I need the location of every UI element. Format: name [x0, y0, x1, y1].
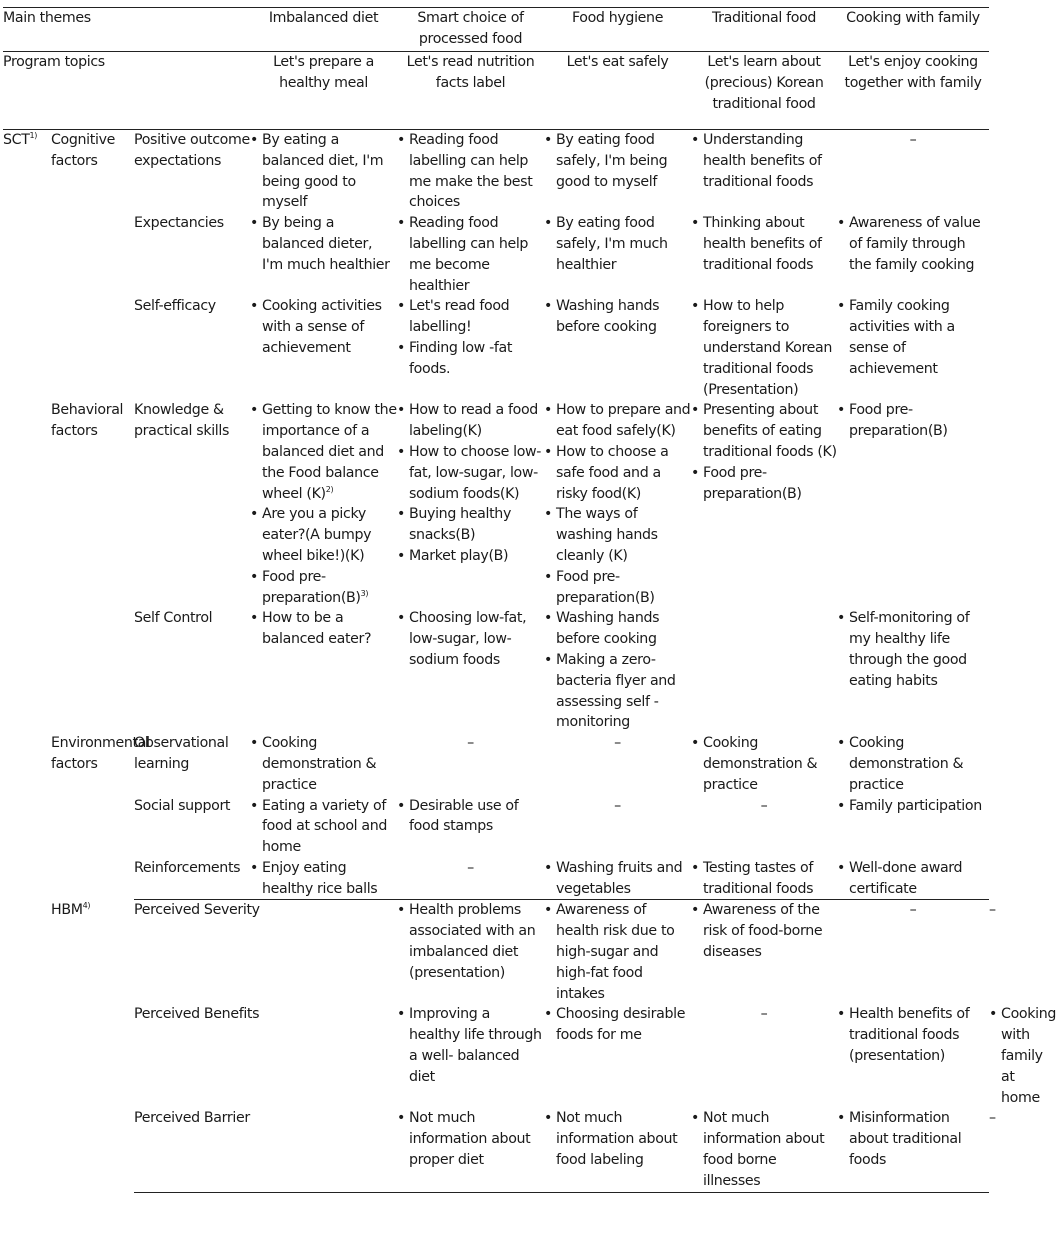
list-item: • How to prepare and eat food safely(K) [544, 400, 691, 442]
list-item: • Cooking demonstration & practice [691, 733, 837, 795]
reinforcements-c2-empty: – [397, 858, 544, 900]
severity-c2 [544, 900, 691, 1004]
program-table [3, 7, 1056, 1193]
theme-smart-choice: Smart choice of processed food [397, 8, 544, 52]
sct-footnote-mark: 1) [29, 131, 38, 140]
row-perceived-severity: HBM$^{4)}$ Perceived Severity • Health problems associated with an imbalanced diet (presentation) • Awareness of health risk due to high-sugar and high-fat food intakes • Awareness of the risk of food-borne diseases – – [3, 900, 989, 1004]
list-item: • Cooking activities with a sense of achievement [250, 296, 397, 358]
list-item: • Food pre-preparation(B) [691, 463, 837, 505]
behavioral-factors-label: Behavioral factors [51, 402, 124, 440]
k-footnote-mark: 2) [325, 484, 334, 494]
sct-cell [3, 130, 51, 1193]
selfefficacy-c5 [837, 296, 989, 379]
list-item: • Let's read food labelling! [397, 296, 544, 338]
severity-c3 [691, 900, 837, 962]
knowledge-skills-label: Knowledge & practical skills [134, 402, 230, 440]
observational-c3-empty: – [614, 735, 621, 752]
positive-c1 [250, 130, 397, 213]
row-reinforcements [3, 858, 989, 900]
hbm-cell [51, 900, 134, 1192]
knowledge-c2 [397, 400, 544, 566]
list-item: • Testing tastes of traditional foods [691, 858, 837, 900]
barrier-c4 [837, 1108, 989, 1170]
reinforcements-c4 [691, 858, 837, 900]
expectancies-c2 [397, 213, 544, 296]
theme-imbalanced-diet: Imbalanced diet [250, 8, 397, 52]
list-item: • Making a zero-bacteria flyer and assessing self -monitoring [544, 650, 691, 733]
list-item: • Health problems associated with an imbalanced diet (presentation) [397, 900, 544, 983]
observational-c5 [837, 733, 989, 795]
list-item: • Washing hands before cooking [544, 608, 691, 650]
theme-food-hygiene: Food hygiene [544, 8, 691, 52]
list-item: • By eating food safely, I'm much healthier [544, 213, 691, 275]
list-item: • Not much information about food borne illnesses [691, 1108, 837, 1191]
selfcontrol-c1 [250, 608, 397, 650]
main-themes-label: Main themes [3, 8, 250, 52]
list-item: • The ways of washing hands cleanly (K) [544, 504, 691, 566]
list-item: • By being a balanced dieter, I'm much healthier [250, 213, 397, 275]
benefits-c1 [397, 1004, 544, 1087]
self-efficacy-label: Self-efficacy [134, 298, 216, 315]
topic-5: Let's enjoy cooking together with family [837, 52, 989, 130]
benefits-c3-empty: – [760, 1006, 768, 1023]
list-item: • Understanding health benefits of traditional foods [691, 130, 837, 192]
list-item: • Family participation [837, 796, 989, 817]
positive-outcome-label: Positive outcome expectations [134, 132, 250, 169]
list-item: • Family cooking activities with a sense of achievement [837, 296, 989, 379]
list-item: • Awareness of health risk due to high-sugar and high-fat food intakes [544, 900, 691, 1004]
list-item: • Choosing desirable foods for me [544, 1004, 691, 1046]
list-item: • How to help foreigners to understand Korean traditional foods (Presentation) [691, 296, 837, 400]
row-expectancies [3, 213, 989, 296]
expectancies-c3 [544, 213, 691, 275]
b-footnote-mark: 3) [360, 588, 369, 598]
reinforcements-c3 [544, 858, 691, 900]
list-item: • Buying healthy snacks(B) [397, 504, 544, 546]
selfefficacy-c4 [691, 296, 837, 400]
list-item: • Choosing low-fat, low-sugar, low-sodium foods [397, 608, 544, 670]
header-row-topics [3, 52, 989, 130]
benefits-c4 [837, 1004, 989, 1066]
knowledge-c1-item-3: Food pre-preparation(B) [262, 568, 361, 606]
expectancies-label: Expectancies [134, 215, 224, 232]
list-item: • Washing hands before cooking [544, 296, 691, 338]
perceived-benefits-label: Perceived Benefits [134, 1006, 260, 1023]
expectancies-c5 [837, 213, 989, 275]
barrier-c3 [691, 1108, 837, 1191]
self-control-label: Self Control [134, 610, 213, 627]
header-row-themes [3, 8, 989, 52]
list-item: • Not much information about food labeling [544, 1108, 691, 1170]
theme-traditional-food: Traditional food [691, 8, 837, 52]
row-perceived-benefits [3, 1004, 989, 1108]
selfcontrol-c2 [397, 608, 544, 670]
list-item: • Thinking about health benefits of traditional foods [691, 213, 837, 275]
social-c1 [250, 796, 397, 858]
list-item [250, 567, 397, 609]
row-positive-outcome [3, 130, 989, 214]
observational-c2-empty: – [467, 735, 474, 752]
row-knowledge-skills [3, 400, 989, 608]
topic-4: Let's learn about (precious) Korean traditional food [691, 52, 837, 130]
topic-2: Let's read nutrition facts label [397, 52, 544, 130]
social-c4-empty: – [760, 797, 768, 814]
list-item: • Health benefits of traditional foods (presentation) [837, 1004, 989, 1066]
selfefficacy-c3 [544, 296, 691, 338]
expectancies-c4 [691, 213, 837, 275]
knowledge-c5 [837, 400, 989, 442]
positive-c4 [691, 130, 837, 192]
hbm-label: HBM [51, 901, 83, 918]
list-item: • Eating a variety of food at school and home [250, 796, 397, 858]
program-topics-label: Program topics [3, 52, 250, 130]
benefits-c2 [544, 1004, 691, 1046]
barrier-c1 [397, 1108, 544, 1170]
list-item: • Market play(B) [397, 546, 544, 567]
list-item: • Finding low -fat foods. [397, 338, 544, 380]
list-item: • How to read a food labeling(K) [397, 400, 544, 442]
list-item: • Presenting about benefits of eating traditional foods (K) [691, 400, 837, 462]
expectancies-c1 [250, 213, 397, 275]
list-item: • Cooking with family at home [989, 1004, 1001, 1108]
topic-1: Let's prepare a healthy meal [250, 52, 397, 130]
selfefficacy-c2 [397, 296, 544, 379]
row-self-efficacy [3, 296, 989, 400]
social-c5 [837, 796, 989, 817]
positive-c3 [544, 130, 691, 192]
list-item: • How to be a balanced eater? [250, 608, 397, 650]
social-c2 [397, 796, 544, 838]
topic-3: Let's eat safely [544, 52, 691, 130]
list-item: • Reading food labelling can help me become healthier [397, 213, 544, 296]
positive-c2 [397, 130, 544, 213]
row-self-control [3, 608, 989, 733]
list-item: • Desirable use of food stamps [397, 796, 544, 838]
severity-c4-empty: – [909, 902, 917, 919]
list-item: • Not much information about proper diet [397, 1108, 544, 1170]
selfcontrol-c4-empty [691, 608, 837, 733]
knowledge-c1-item-1: Getting to know the importance of a balanced diet and the Food balance wheel (K) [262, 402, 397, 502]
row-observational [3, 733, 989, 795]
sct-label: SCT [3, 132, 30, 148]
list-item: • How to choose a safe food and a risky food(K) [544, 442, 691, 504]
list-item: • Self-monitoring of my healthy life through the good eating habits [837, 608, 989, 691]
knowledge-c3 [544, 400, 691, 608]
social-support-label: Social support [134, 797, 231, 814]
list-item: • Awareness of value of family through the family cooking [837, 213, 989, 275]
list-item: • Well-done award certificate [837, 858, 989, 900]
list-item: • Food pre-preparation(B) [837, 400, 989, 442]
severity-c1 [397, 900, 544, 983]
reinforcements-label: Reinforcements [134, 858, 250, 900]
list-item: • Washing fruits and vegetables [544, 858, 691, 900]
perceived-severity-label: Perceived Severity [134, 902, 260, 919]
hbm-footnote-mark: 4) [82, 900, 91, 910]
reinforcements-c5 [837, 858, 989, 900]
list-item: • Improving a healthy life through a well- balanced diet [397, 1004, 544, 1087]
list-item: • Food pre-preparation(B) [544, 567, 691, 609]
list-item: • Cooking demonstration & practice [250, 733, 397, 795]
theme-cooking-family: Cooking with family [837, 8, 989, 52]
knowledge-c4 [691, 400, 837, 504]
list-item: • Enjoy eating healthy rice balls [250, 858, 397, 900]
list-item: • Reading food labelling can help me make the best choices [397, 130, 544, 213]
barrier-c2 [544, 1108, 691, 1170]
list-item: • By eating food safely, I'm being good to myself [544, 130, 691, 192]
list-item: • Cooking demonstration & practice [837, 733, 989, 795]
reinforcements-c1 [250, 858, 397, 900]
row-perceived-barrier: Perceived Barrier • Not much information about proper diet • Not much information about food labeling • Not much information about food borne illnesses • Misinformation about traditional foods – [3, 1108, 989, 1192]
list-item: • Are you a picky eater?(A bumpy wheel bike!)(K) [250, 504, 397, 566]
list-item: • How to choose low-fat, low-sugar, low-sodium foods(K) [397, 442, 544, 504]
selfefficacy-c1 [250, 296, 397, 358]
selfcontrol-c5 [837, 608, 989, 691]
list-item: • By eating a balanced diet, I'm being good to myself [250, 130, 397, 213]
row-social-support [3, 796, 989, 858]
list-item: • Misinformation about traditional foods [837, 1108, 989, 1170]
positive-c5-empty: – [909, 132, 917, 148]
observational-c4 [691, 733, 837, 795]
social-c3-empty: – [614, 797, 621, 814]
selfcontrol-c3 [544, 608, 691, 733]
environmental-factors-label: Environmental factors [51, 735, 150, 772]
list-item [250, 400, 397, 504]
observational-label: Observational learning [134, 735, 229, 772]
cognitive-factors-label: Cognitive factors [51, 132, 116, 169]
observational-c1 [250, 733, 397, 795]
perceived-barrier-label: Perceived Barrier [134, 1108, 397, 1192]
knowledge-c1 [250, 400, 397, 608]
list-item: • Awareness of the risk of food-borne diseases [691, 900, 837, 962]
